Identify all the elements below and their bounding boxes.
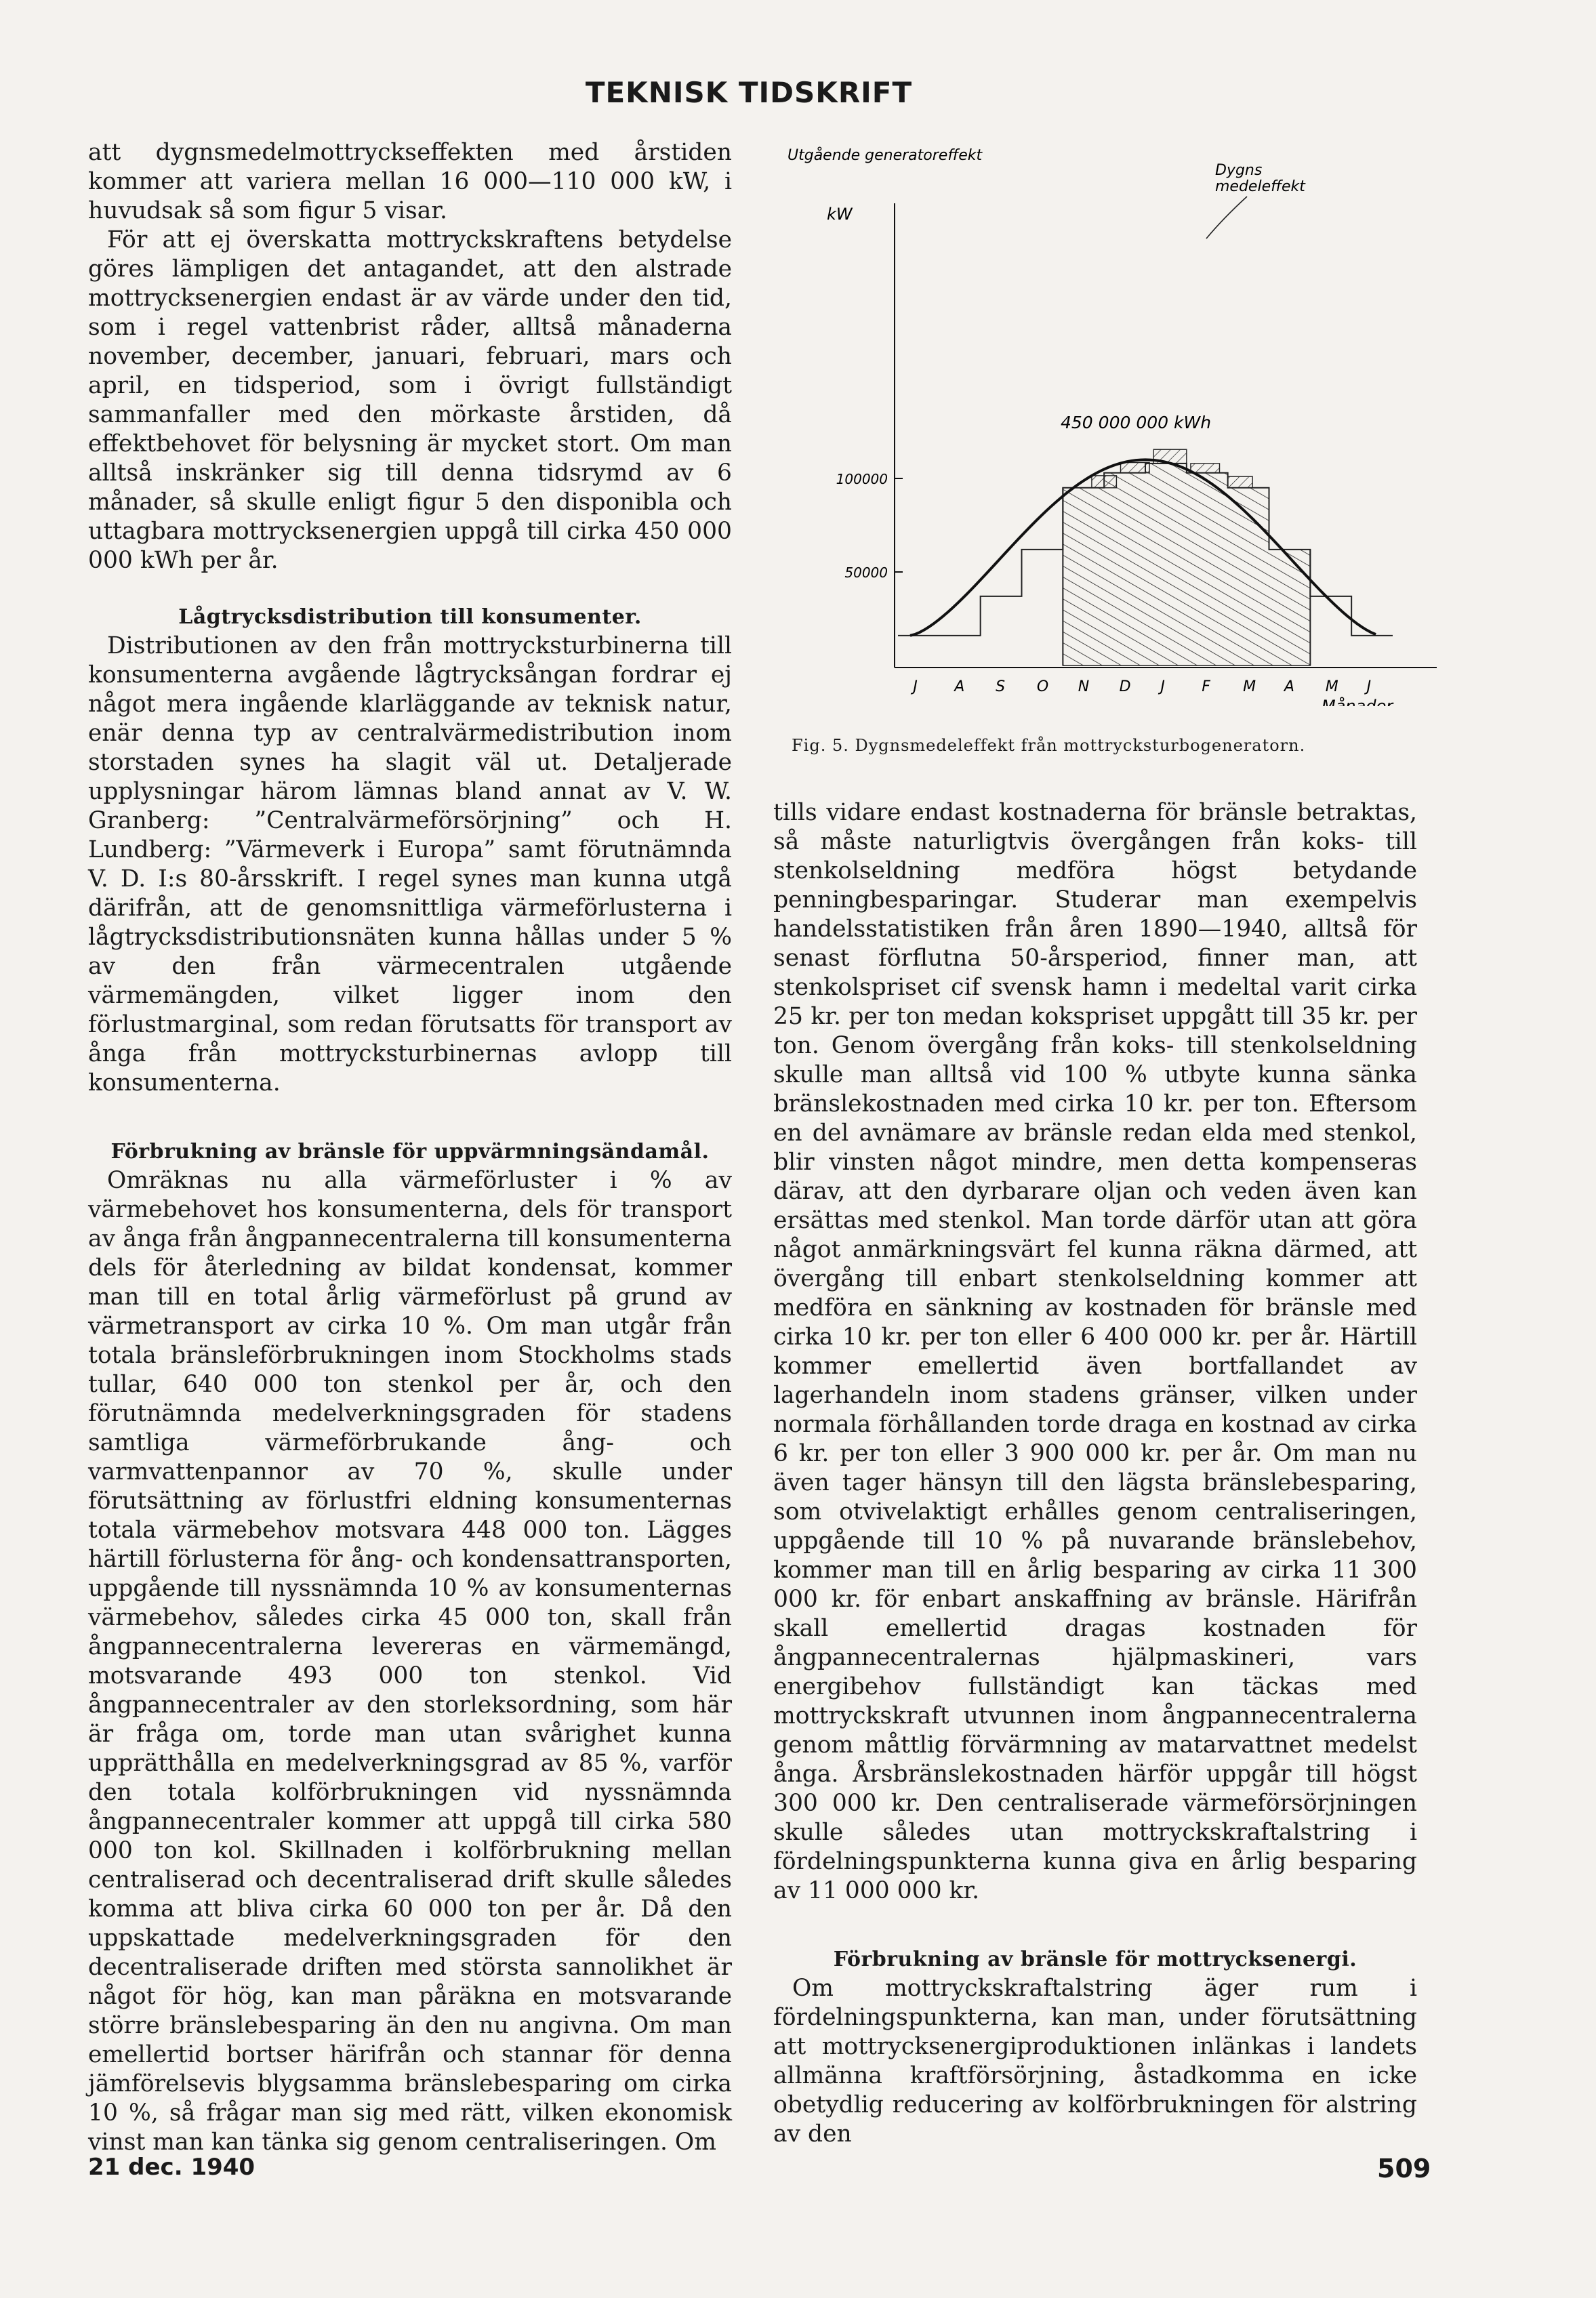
journal-title: TEKNISK TIDSKRIFT: [585, 76, 913, 109]
month-label-7: F: [1202, 678, 1210, 695]
month-label-2: S: [996, 678, 1006, 695]
peak-bump-4: [1228, 476, 1253, 488]
peak-bump-3: [1191, 464, 1220, 473]
paragraph: För att ej överskatta mottryckskraftens betydelse göres lämpligen det antagandet, att den alstrade mottrycksenergien endast är av värde under den tid, som i regel vattenbrist råder, alltså månaderna november, december, januari, februari, mars och april, en tidsperiod, som i övrigt fullständigt sammanfaller med den mörkaste årstiden, då effektbehovet för belysning är mycket stort. Om man alltså inskränker sig till denna tidsrymd av 6 månader, så skulle enligt figur 5 den disponibla och uttagbara mottrycksenergien uppgå till cirka 450 000 000 kWh per år.: [88, 226, 732, 574]
month-label-8: M: [1243, 678, 1256, 695]
curve-annotation-line2: medeleffekt: [1215, 178, 1305, 195]
month-label-5: D: [1119, 678, 1131, 695]
paragraph: Om mottryckskraftalstring äger rum i fördelningspunkterna, kan man, under förutsättning att mottrycksenergiproduktionen inlänkas i landets allmänna kraftförsörjning, åstadkomma en icke obetydlig reducering av kolförbrukningen för alstring av den: [773, 1975, 1417, 2148]
month-label-11: J: [1366, 678, 1372, 695]
section-heading: Förbrukning av bränsle för uppvärmningsändamål.: [110, 1140, 710, 1164]
footer-date: 21 dec. 1940: [88, 2154, 255, 2181]
month-label-4: N: [1078, 678, 1090, 695]
y-axis-unit: kW: [827, 205, 853, 224]
spacer: [88, 1098, 732, 1137]
y-axis-title: Utgående generatoreffekt: [787, 147, 983, 164]
y-tick-label-0: 100000: [836, 471, 888, 487]
month-label-9: A: [1284, 678, 1294, 695]
paragraph: Distributionen av den från mottrycksturbinerna till konsumenterna avgående lågtrycksångan fordrar ej något mera ingående klarläggande av teknisk natur, enär denna typ av centralvärmedistribution inom storstaden synes ha slagit väl ut. Detaljerade upplysningar härom lämnas bland annat av V. W. Granberg: ”Centralvärmeförsörjning” och H. Lundberg: ”Värmeverk i Europa” samt förutnämnda V. D. I:s 80-årsskrift. I regel synes man kunna utgå därifrån, att de genomsnittliga värmeförlusterna i lågtrycksdistributionsnäten kunna hållas under 5 % av den från värmecentralen utgående värmemängden, vilket ligger inom den förlustmarginal, som redan förutsatts för transport av ånga från mottrycksturbinernas avlopp till konsumenterna.: [88, 632, 732, 1096]
right-column: [773, 798, 1417, 2149]
section-heading: Lågtrycksdistribution till konsumenter.: [178, 605, 642, 629]
paragraph: Omräknas nu alla värmeförluster i % av värmebehovet hos konsumenterna, dels för transport av ånga från ångpannecentralerna till konsumenterna dels för återledning av bildat kondensat, kommer man till en total årlig värmeförlust på grund av värmetransport av cirka 10 %. Om man utgår från totala bränsleförbrukningen inom Stockholms stads tullar, 640 000 ton stenkol per år, och den förutnämnda medelverkningsgraden för stadens samtliga värmeförbrukande ång- och varmvattenpannor av 70 %, skulle under förutsättning av förlustfri eldning konsumenternas totala värmebehov motsvara 448 000 ton. Lägges härtill förlusterna för ång- och kondensattransporten, uppgående till nyssnämnda 10 % av konsumenternas värmebehov, således cirka 45 000 ton, skall från ångpannecentralerna levereras en värmemängd, motsvarande 493 000 ton stenkol. Vid ångpannecentraler av den storleksordning, som här är fråga om, torde man utan svårighet kunna upprätthålla en medelverkningsgrad av 85 %, varför den totala kolförbrukningen vid nyssnämnda ångpannecentraler kommer att uppgå till cirka 580 000 ton kol. Skillnaden i kolförbrukning mellan centraliserad och decentraliserad drift skulle således komma att bliva cirka 60 000 ton per år. Då den uppskattade medelverkningsgraden för den decentraliserade driften med största sannolikhet är något för hög, kan man påräkna en motsvarande större bränslebesparing än den nu angivna. Om man emellertid bortser härifrån och stannar för denna jämförelsevis blygsamma bränslebesparing om cirka 10 %, så frågar man sig med rätt, vilken ekonomisk vinst man kan tänka sig genom centraliseringen. Om: [88, 1167, 732, 2156]
page-number: 509: [1377, 2154, 1431, 2183]
month-label-6: J: [1160, 678, 1165, 695]
month-label-10: M: [1325, 678, 1338, 695]
peak-bump-1: [1121, 463, 1150, 473]
figure-5: [786, 144, 1464, 706]
paragraph: att dygnsmedelmottryckseffekten med årstiden kommer att variera mellan 16 000—110 000 kW, i huvudsak så som figur 5 visar.: [88, 139, 732, 224]
section-heading: Förbrukning av bränsle för mottrycksenergi.: [833, 1948, 1357, 1971]
hatched-energy-area: [1063, 464, 1310, 665]
month-label-0: J: [913, 678, 918, 695]
month-label-1: A: [954, 678, 965, 695]
spacer: [773, 1906, 1417, 1945]
power-chart: [786, 144, 1464, 706]
area-energy-label: 450 000 000 kWh: [1061, 413, 1212, 432]
curve-annotation-line1: Dygns: [1215, 162, 1263, 179]
month-label-3: O: [1036, 678, 1049, 695]
paragraph: tills vidare endast kostnaderna för bränsle betraktas, så måste naturligtvis övergången från koks- till stenkolseldning medföra högst betydande penningbesparingar. Studerar man exempelvis handelsstatistiken från åren 1890—1940, alltså för senast förflutna 50-årsperiod, finner man, att stenkolspriset cif svensk hamn i medeltal varit cirka 25 kr. per ton medan kokspriset uppgått till 35 kr. per ton. Genom övergång från koks- till stenkolseldning skulle man alltså vid 100 % utbyte kunna sänka bränslekostnaden med cirka 10 kr. per ton. Eftersom en del avnämare av bränsle redan elda med stenkol, blir vinsten något mindre, men detta kompenseras därav, att den dyrbarare oljan och veden även kan ersättas med stenkol. Man torde därför utan att göra något anmärkningsvärt fel kunna räkna därmed, att övergång till enbart stenkolseldning kommer att medföra en sänkning av kostnaden för bränsle med cirka 10 kr. per ton eller 6 400 000 kr. per år. Härtill kommer emellertid även bortfallandet av lagerhandeln inom stadens gränser, vilken under normala förhållanden torde draga en kostnad av cirka 6 kr. per ton eller 3 900 000 kr. per år. Om man nu även tager hänsyn till den lägsta bränslebesparing, som otvivelaktigt erhålles genom centraliseringen, uppgående till 10 % på nuvarande bränslebehov, kommer man till en årlig besparing av cirka 11 300 000 kr. för enbart anskaffning av bränsle. Härifrån skall emellertid dragas kostnaden för ångpannecentralernas hjälpmaskineri, vars energibehov fullständigt kan täckas med mottryckskraft utvunnen inom ångpannecentralerna genom måttlig förvärmning av matarvattnet medelst ånga. Årsbränslekostnaden härför uppgår till högst 300 000 kr. Den centraliserade värmeförsörjningen skulle således utan mottryckskraftalstring i fördelningspunkterna kunna giva en årlig besparing av 11 000 000 kr.: [773, 799, 1417, 1904]
figure-caption: Fig. 5. Dygnsmedeleffekt från mottrycksturbogeneratorn.: [792, 736, 1306, 755]
y-tick-label-1: 50000: [844, 565, 888, 581]
annotation-leader: [1206, 197, 1247, 239]
left-column: [88, 138, 732, 2157]
x-axis-title: Månader: [1322, 697, 1393, 706]
peak-bump-0: [1092, 476, 1117, 488]
spacer: [88, 575, 732, 602]
